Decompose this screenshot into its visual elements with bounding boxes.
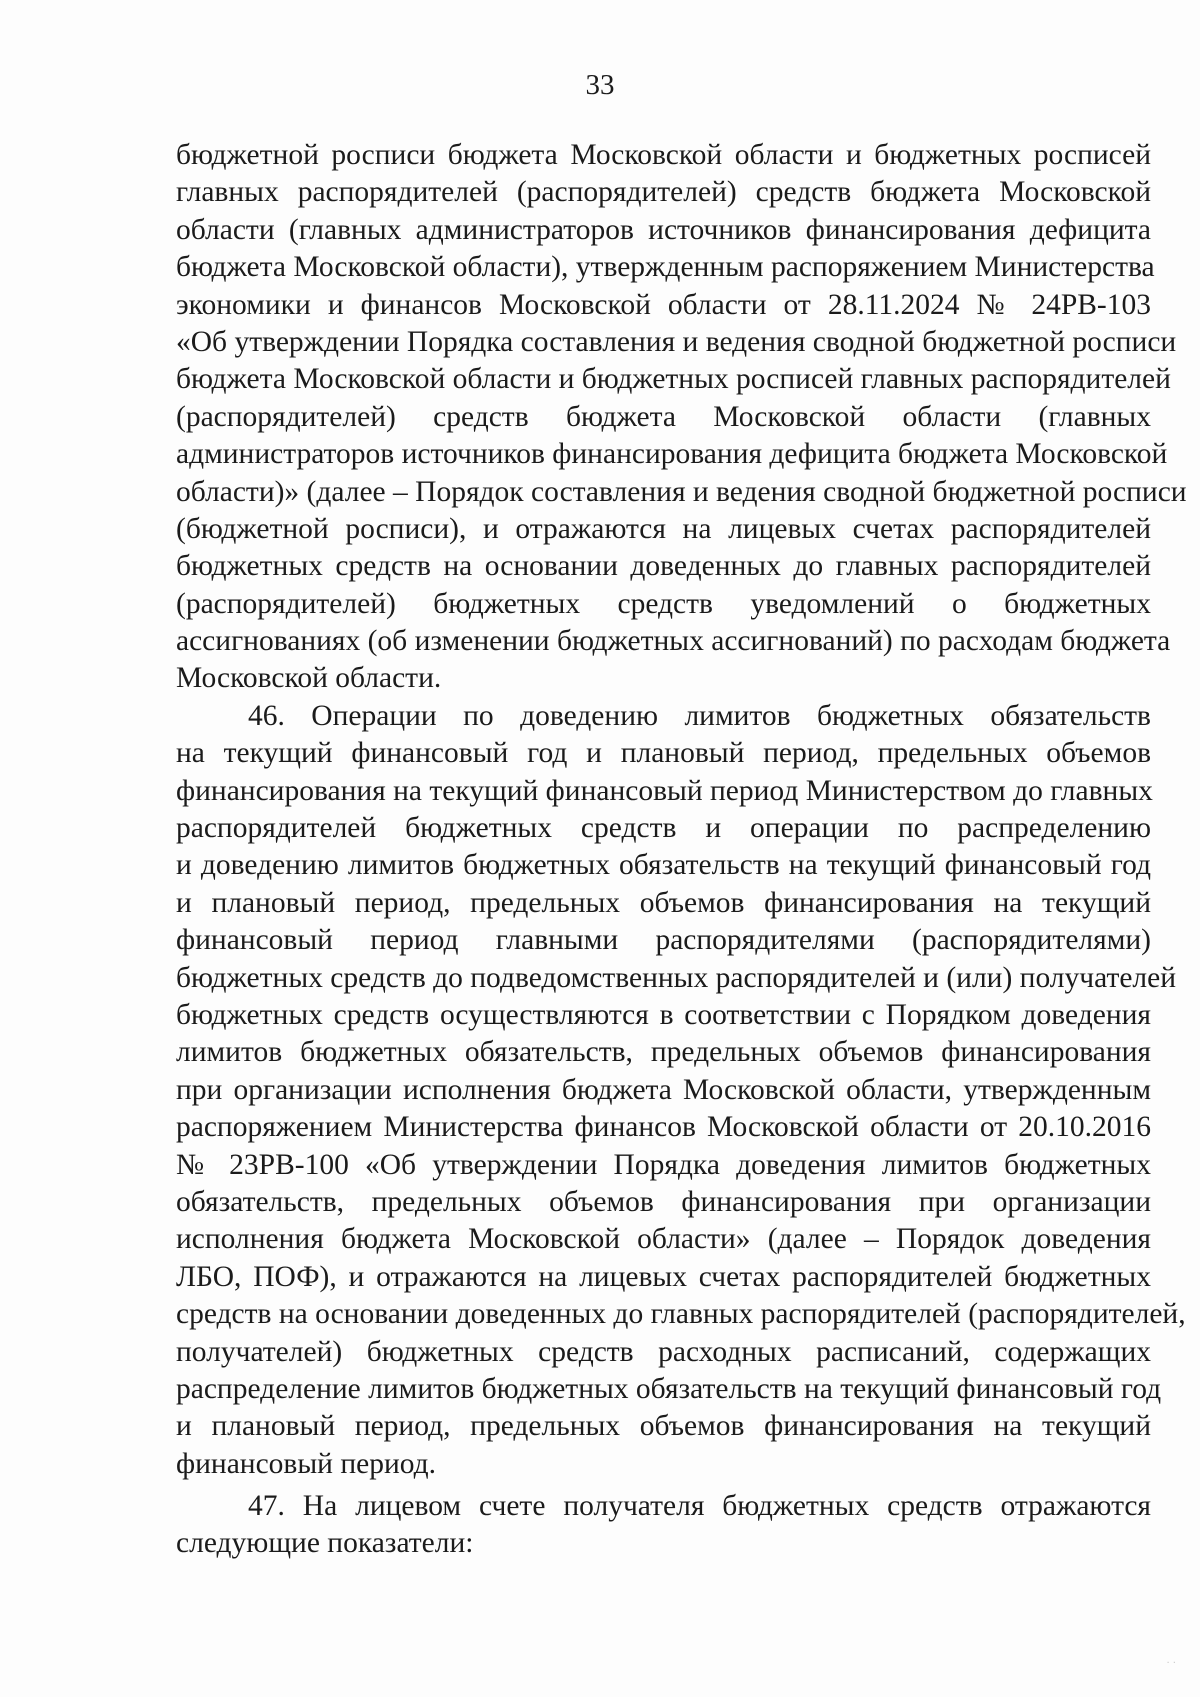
text-line: на текущий финансовый год и плановый период, предельных объемов — [176, 737, 1151, 770]
text-line: финансовый период главными распорядителями (распорядителями) — [176, 924, 1151, 957]
text-line: «Об утверждении Порядка составления и ведения сводной бюджетной росписи — [176, 325, 1177, 358]
text-line: и доведению лимитов бюджетных обязательств на текущий финансовый год — [176, 849, 1151, 882]
text-line: Московской области. — [176, 662, 442, 695]
text-line: распоряжением Министерства финансов Московской области от 20.10.2016 — [176, 1111, 1151, 1144]
paragraph-47-first-line: 47. На лицевом счете получателя бюджетных средств отражаются — [248, 1490, 1151, 1523]
text-line: финансирования на текущий финансовый период Министерством до главных — [176, 774, 1153, 807]
text-line: следующие показатели: — [176, 1527, 474, 1560]
text-line: главных распорядителей (распорядителей) средств бюджета Московской — [176, 176, 1151, 209]
text-line: бюджета Московской области и бюджетных росписей главных распорядителей — [176, 363, 1171, 396]
text-line: области (главных администраторов источников финансирования дефицита — [176, 213, 1151, 246]
text-line: распределение лимитов бюджетных обязательств на текущий финансовый год — [176, 1372, 1162, 1405]
text-line: ЛБО, ПОФ), и отражаются на лицевых счетах распорядителей бюджетных — [176, 1260, 1151, 1293]
text-line: финансовый период. — [176, 1447, 437, 1480]
text-line: получателей) бюджетных средств расходных расписаний, содержащих — [176, 1335, 1151, 1368]
text-line: и плановый период, предельных объемов финансирования на текущий — [176, 1410, 1151, 1443]
text-line: (распорядителей) бюджетных средств уведомлений о бюджетных — [176, 587, 1151, 620]
page-number: 33 — [585, 69, 615, 101]
text-line: распорядителей бюджетных средств и операции по распределению — [176, 812, 1151, 845]
text-line: лимитов бюджетных обязательств, предельных объемов финансирования — [176, 1036, 1151, 1069]
text-line: (распорядителей) средств бюджета Московской области (главных — [176, 400, 1151, 433]
paragraph-46-first-line: 46. Операции по доведению лимитов бюджетных обязательств — [248, 699, 1151, 732]
text-line: исполнения бюджета Московской области» (далее – Порядок доведения — [176, 1223, 1151, 1256]
text-line: области)» (далее – Порядок составления и ведения сводной бюджетной росписи — [176, 475, 1187, 508]
text-line: обязательств, предельных объемов финансирования при организации — [176, 1185, 1151, 1218]
text-line: бюджетных средств на основании доведенных до главных распорядителей — [176, 550, 1151, 583]
text-line: № 23РВ-100 «Об утверждении Порядка доведения лимитов бюджетных — [176, 1148, 1151, 1181]
text-line: при организации исполнения бюджета Московской области, утвержденным — [176, 1073, 1151, 1106]
body-text — [176, 137, 1187, 1563]
scan-artifact: · · — [1166, 1658, 1176, 1669]
text-line: ассигнованиях (об изменении бюджетных ассигнований) по расходам бюджета — [176, 625, 1171, 658]
text-line: средств на основании доведенных до главных распорядителей (распорядителей, — [176, 1298, 1186, 1331]
text-line: бюджетной росписи бюджета Московской области и бюджетных росписей — [176, 139, 1151, 171]
text-line: бюджетных средств осуществляются в соответствии с Порядком доведения — [176, 998, 1151, 1031]
text-line: бюджета Московской области), утвержденным распоряжением Министерства — [176, 251, 1155, 284]
text-line: экономики и финансов Московской области от 28.11.2024 № 24РВ-103 — [176, 288, 1151, 321]
text-line: бюджетных средств до подведомственных распорядителей и (или) получателей — [176, 961, 1177, 994]
text-line: администраторов источников финансирования дефицита бюджета Московской — [176, 438, 1168, 471]
text-line: и плановый период, предельных объемов финансирования на текущий — [176, 886, 1151, 919]
text-line: (бюджетной росписи), и отражаются на лицевых счетах распорядителей — [176, 512, 1151, 545]
